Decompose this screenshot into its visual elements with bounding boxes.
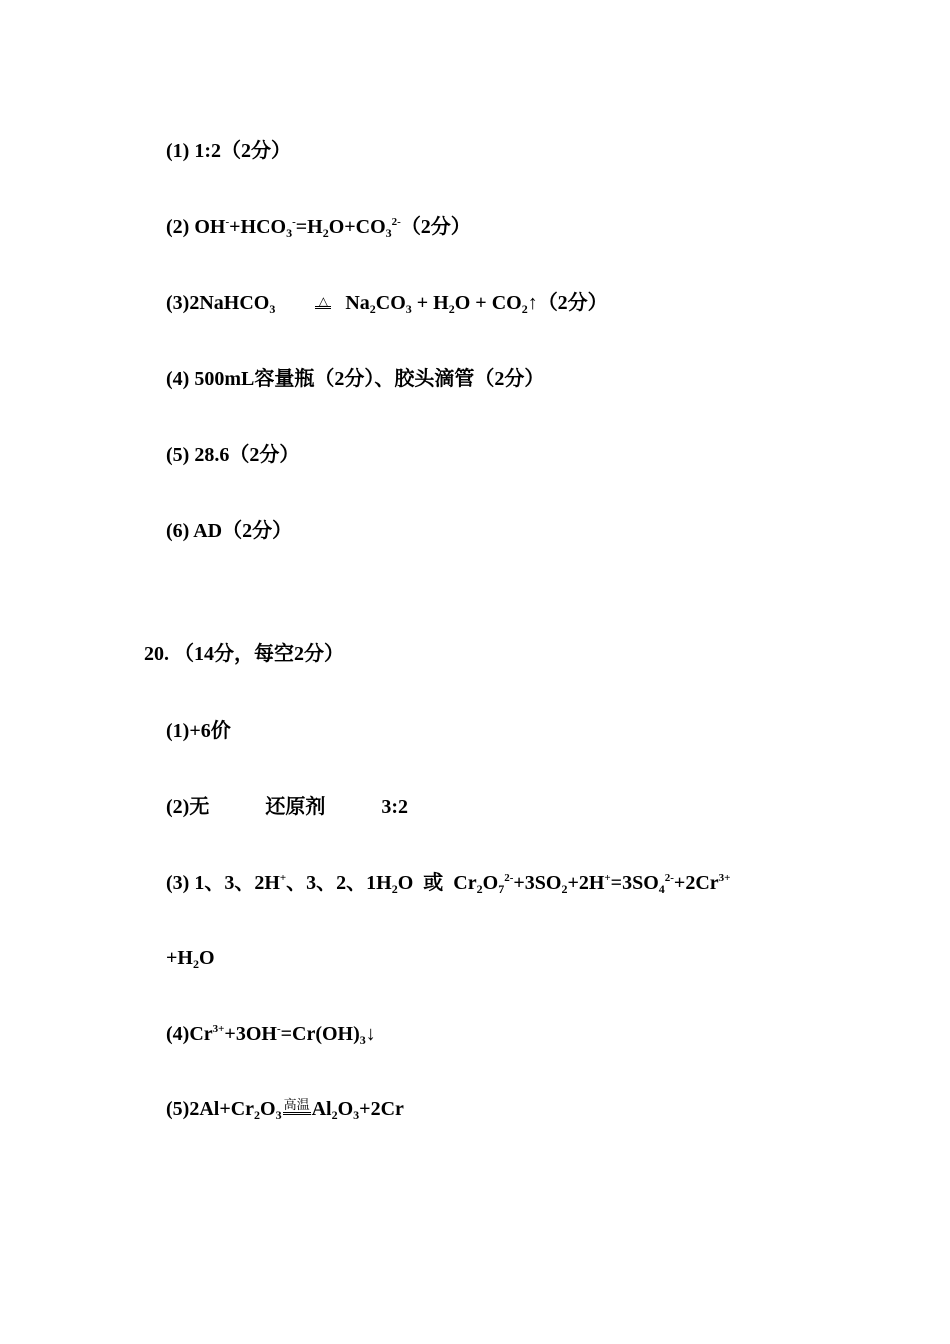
- question-20-title: 20. （14分，每空2分）: [144, 643, 344, 665]
- answer-20-1: (1)+6价: [166, 720, 231, 742]
- answer-20-2: (2)无 还原剂 3:2: [166, 796, 408, 818]
- answer-20-5: $(5)2Al+Cr_2O_3$ 高温 $Al_2O_3+2Cr$: [166, 1097, 404, 1122]
- answer-19-3: (3)2NaHCO$_3$△ $Na_2CO_3 + H_2O$ + $CO_2↑(2$分）: [166, 292, 608, 316]
- answer-19-4: (4) 500mL容量瓶（2分）、胶头滴管（2分）: [166, 368, 545, 390]
- answer-20-3: (3) 1、3、2H+、3、2、$1H_2O$ 或 $Cr_2O_7^{2-}+3SO_2+2H^+=3SO_4^{2-}+2Cr^{3+}$: [166, 872, 731, 896]
- answer-20-4: $(4)Cr^{3+}+3OH^-=Cr(OH)_3↓$: [166, 1023, 376, 1047]
- answer-19-1: (1) 1:2（2分）: [166, 140, 291, 162]
- high-temp-condition: 高温: [283, 1098, 311, 1115]
- heat-condition: △: [313, 296, 333, 309]
- answer-20-3-continued: $+H_2O$: [166, 947, 215, 971]
- answer-19-2: (2) $OH^-+HCO_3^-=H_2O+CO_3^{2-}(2$分）: [166, 216, 471, 240]
- answer-19-6: (6) AD（2分）: [166, 520, 293, 542]
- answer-19-5: (5) 28.6（2分）: [166, 444, 300, 466]
